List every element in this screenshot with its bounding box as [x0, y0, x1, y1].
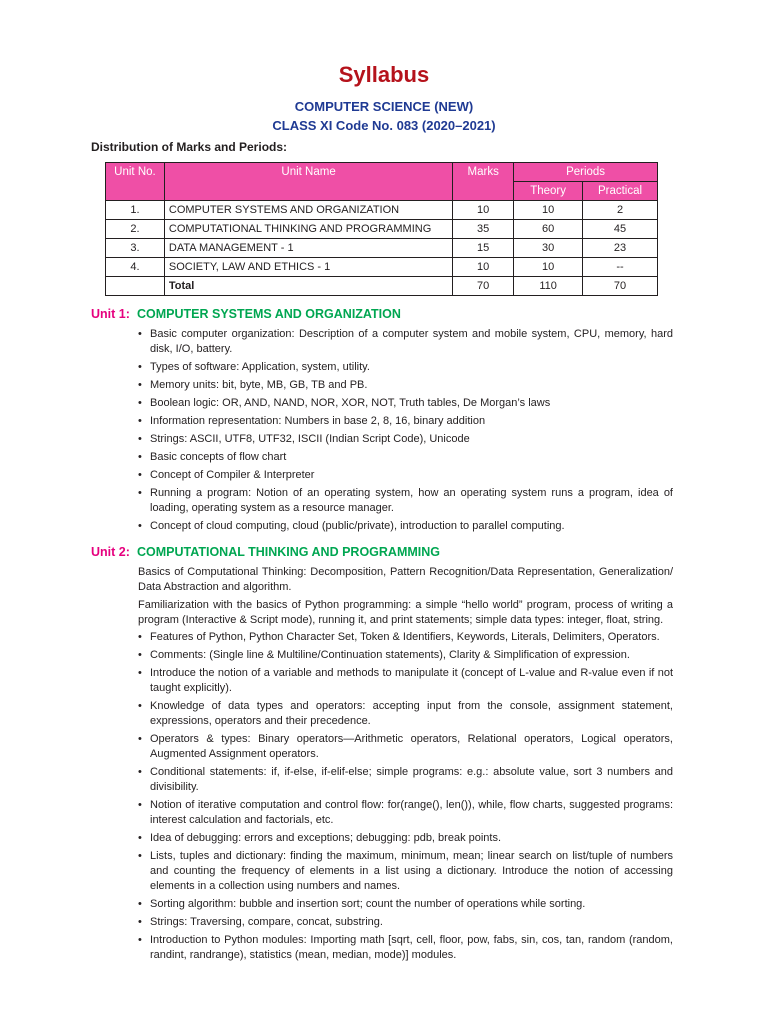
- cell-theory: 60: [514, 220, 583, 239]
- list-item: • Boolean logic: OR, AND, NAND, NOR, XOR, NOT, Truth tables, De Morgan’s laws: [138, 396, 673, 411]
- cell-unit-no: 2.: [106, 220, 165, 239]
- list-item: • Sorting algorithm: bubble and insertion sort; count the number of operations while sorting.: [138, 897, 673, 912]
- distribution-heading: Distribution of Marks and Periods:: [91, 140, 288, 154]
- course-title: COMPUTER SCIENCE (NEW): [294, 99, 474, 114]
- list-item: • Basic concepts of flow chart: [138, 450, 673, 465]
- cell-theory: 10: [514, 258, 583, 277]
- page-title: Syllabus: [338, 62, 430, 87]
- list-item: • Introduce the notion of a variable and methods to manipulate it (concept of L-value and R-value even if not taught explicitly).: [138, 666, 673, 696]
- list-item: • Features of Python, Python Character Set, Token & Identifiers, Keywords, Literals, Delimiters, Operators.: [138, 630, 673, 645]
- header-unit-name: Unit Name: [164, 163, 452, 201]
- header-marks: Marks: [453, 163, 514, 201]
- unit2-title: COMPUTATIONAL THINKING AND PROGRAMMING: [137, 545, 440, 559]
- list-item: • Strings: Traversing, compare, concat, substring.: [138, 915, 673, 930]
- cell-practical: 23: [583, 239, 658, 258]
- list-item: • Knowledge of data types and operators: accepting input from the console, assignment statement, expressions, operators and their precedence.: [138, 699, 673, 729]
- cell-unit-no: 1.: [106, 201, 165, 220]
- unit2-paragraph-computational-thinking: Basics of Computational Thinking: Decomposition, Pattern Recognition/Data Representation, Generalization/ Data Abstraction and algorithm.: [138, 566, 673, 593]
- unit2-topic-list: [138, 630, 673, 966]
- cell-unit-name: COMPUTER SYSTEMS AND ORGANIZATION: [164, 201, 452, 220]
- cell-practical: --: [583, 258, 658, 277]
- list-item: • Introduction to Python modules: Importing math [sqrt, cell, floor, pow, fabs, sin, cos, tan, random (random, randint, randrange), statistics (mean, median, mode)] modules.: [138, 933, 673, 963]
- list-item: • Strings: ASCII, UTF8, UTF32, ISCII (Indian Script Code), Unicode: [138, 432, 673, 447]
- cell-total-marks: 70: [453, 277, 514, 296]
- list-item: • Notion of iterative computation and control flow: for(range(), len()), while, flow charts, suggested programs: interest calculation and factorials, etc.: [138, 798, 673, 828]
- list-item: • Running a program: Notion of an operating system, how an operating system runs a program, idea of loading, operating system as a resource manager.: [138, 486, 673, 516]
- list-item: • Memory units: bit, byte, MB, GB, TB and PB.: [138, 378, 673, 393]
- unit2-number: Unit 2:: [91, 545, 130, 559]
- table-total-row: [106, 277, 658, 296]
- cell-theory: 30: [514, 239, 583, 258]
- table-row: [106, 201, 658, 220]
- unit2-heading: [91, 545, 440, 559]
- unit1-topic-list: [138, 327, 673, 537]
- cell-marks: 10: [453, 201, 514, 220]
- cell-unit-name: COMPUTATIONAL THINKING AND PROGRAMMING: [164, 220, 452, 239]
- cell-marks: 35: [453, 220, 514, 239]
- list-item: • Lists, tuples and dictionary: finding the maximum, minimum, mean; linear search on list/tuple of numbers and counting the frequency of elements in a list using a dictionary. Introduce the notion of accessing elements in a collection using numbers and names.: [138, 849, 673, 894]
- unit1-number: Unit 1:: [91, 307, 130, 321]
- cell-marks: 15: [453, 239, 514, 258]
- cell-marks: 10: [453, 258, 514, 277]
- cell-unit-no: 4.: [106, 258, 165, 277]
- table-row: [106, 239, 658, 258]
- list-item: • Basic computer organization: Description of a computer system and mobile system, CPU, memory, hard disk, I/O, battery.: [138, 327, 673, 357]
- unit1-title: COMPUTER SYSTEMS AND ORGANIZATION: [137, 307, 401, 321]
- cell-practical: 45: [583, 220, 658, 239]
- table-row: [106, 220, 658, 239]
- table-row: [106, 258, 658, 277]
- header-theory: Theory: [514, 182, 583, 201]
- list-item: • Idea of debugging: errors and exceptions; debugging: pdb, break points.: [138, 831, 673, 846]
- cell-total-theory: 110: [514, 277, 583, 296]
- list-item: • Information representation: Numbers in base 2, 8, 16, binary addition: [138, 414, 673, 429]
- marks-table: [105, 162, 658, 296]
- cell-empty: [106, 277, 165, 296]
- cell-practical: 2: [583, 201, 658, 220]
- list-item: • Concept of Compiler & Interpreter: [138, 468, 673, 483]
- header-unit-no: Unit No.: [106, 163, 165, 201]
- unit1-heading: [91, 307, 401, 321]
- list-item: • Comments: (Single line & Multiline/Continuation statements), Clarity & Simplification of expression.: [138, 648, 673, 663]
- marks-table-body: [106, 201, 658, 296]
- cell-unit-no: 3.: [106, 239, 165, 258]
- cell-total-label: Total: [164, 277, 452, 296]
- class-code: CLASS XI Code No. 083 (2020–2021): [272, 118, 496, 133]
- cell-unit-name: DATA MANAGEMENT - 1: [164, 239, 452, 258]
- unit2-paragraph-python-basics: Familiarization with the basics of Python programming: a simple “hello world” program, process of writing a program (Interactive & Script mode), running it, and print statements; simple data types: integer, float, string.: [138, 599, 673, 626]
- cell-theory: 10: [514, 201, 583, 220]
- list-item: • Types of software: Application, system, utility.: [138, 360, 673, 375]
- cell-total-practical: 70: [583, 277, 658, 296]
- header-practical: Practical: [583, 182, 658, 201]
- list-item: • Conditional statements: if, if-else, if-elif-else; simple programs: e.g.: absolute value, sort 3 numbers and divisibility.: [138, 765, 673, 795]
- list-item: • Concept of cloud computing, cloud (public/private), introduction to parallel computing.: [138, 519, 673, 534]
- cell-unit-name: SOCIETY, LAW AND ETHICS - 1: [164, 258, 452, 277]
- list-item: • Operators & types: Binary operators—Arithmetic operators, Relational operators, Logical operators, Augmented Assignment operators.: [138, 732, 673, 762]
- header-periods: Periods: [514, 163, 658, 182]
